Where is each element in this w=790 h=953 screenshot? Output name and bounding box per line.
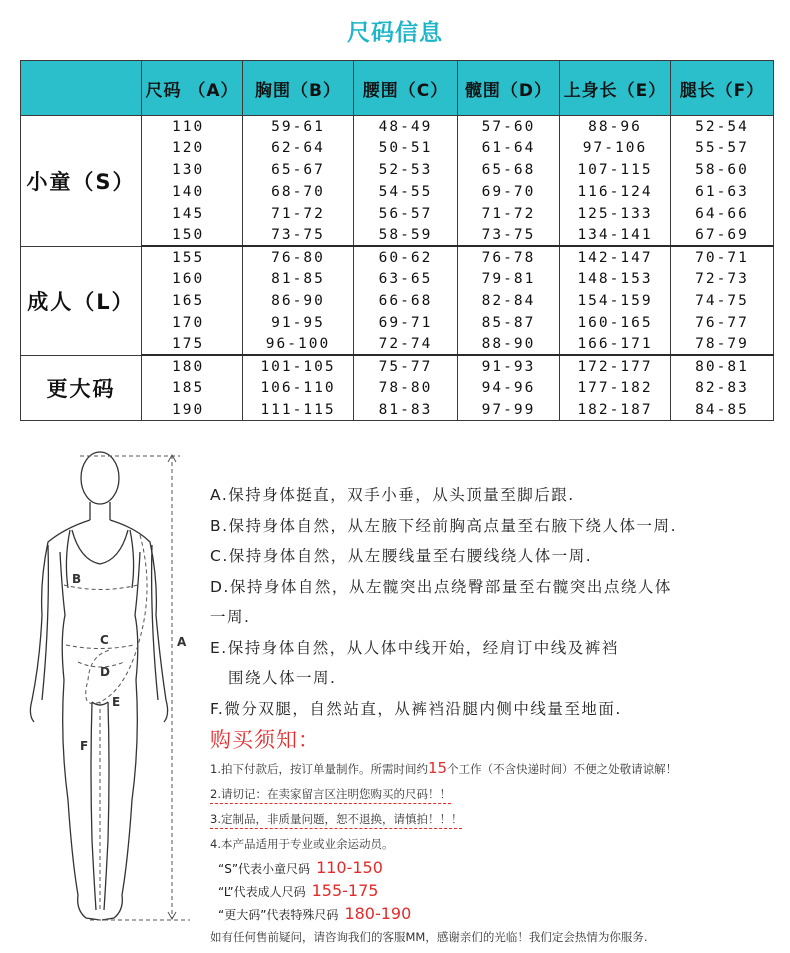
measure-cell: 82-84 [458,290,560,312]
measure-cell: 69-70 [458,181,560,203]
notice-line-3: 3.定制品，非质量问题，恕不退换，请慎拍！！！ [210,807,785,832]
purchase-notice [210,724,785,945]
measure-cell: 125-133 [560,203,671,225]
table-row [21,246,774,268]
measure-cell: 101-105 [243,355,354,377]
measure-cell: 154-159 [560,290,671,312]
measure-cell: 78-79 [671,333,774,355]
instruction-a: A.保持身体挺直，双手小垂，从头顶量至脚后跟. [210,486,575,504]
notice-days: 15 [427,759,448,777]
instruction-d: D.保持身体自然，从左髋突出点绕臀部量至右髋突出点绕人体 [210,577,672,596]
measure-cell: 65-68 [458,159,560,181]
measure-cell: 54-55 [354,181,458,203]
header-chest: 胸围（B） [243,61,354,116]
size-cell: 160 [142,268,243,290]
size-cell: 155 [142,246,243,268]
size-cell: 180 [142,355,243,377]
size-code-s: “S”代表小童尺码 110-150 [218,858,383,877]
body-outline [30,452,167,920]
measure-cell: 52-54 [671,116,774,138]
measure-cell: 94-96 [458,377,560,399]
figure-label-a: A [177,635,187,649]
measure-lines [64,455,190,920]
measure-cell: 70-71 [671,246,774,268]
measure-cell: 52-53 [354,159,458,181]
notice-line-4: 4.本产品适用于专业或业余运动员。 [210,837,394,851]
size-group-label: 成人（L） [21,246,142,355]
measure-cell: 50-51 [354,137,458,159]
measure-cell: 86-90 [243,290,354,312]
header-size: 尺码 （A） [142,61,243,116]
measure-cell: 85-87 [458,312,560,334]
measure-cell: 74-75 [671,290,774,312]
measure-cell: 78-80 [354,377,458,399]
size-table [20,60,774,421]
header-waist: 腰围（C） [354,61,458,116]
measure-cell: 76-80 [243,246,354,268]
measure-cell: 91-93 [458,355,560,377]
measure-cell: 63-65 [354,268,458,290]
measure-cell: 172-177 [560,355,671,377]
measure-cell: 73-75 [243,224,354,246]
measure-cell: 61-63 [671,181,774,203]
measure-cell: 182-187 [560,399,671,421]
measure-cell: 72-74 [354,333,458,355]
measure-cell: 67-69 [671,224,774,246]
measure-cell: 134-141 [560,224,671,246]
figure-label-b: B [72,572,82,586]
measure-cell: 71-72 [243,203,354,225]
measure-cell: 58-59 [354,224,458,246]
measurement-instructions [210,480,780,724]
measure-cell: 84-85 [671,399,774,421]
instruction-f: F.微分双腿，自然站直，从裤裆沿腿内侧中线量至地面. [210,699,622,718]
measure-cell: 73-75 [458,224,560,246]
measure-cell: 72-73 [671,268,774,290]
measure-cell: 82-83 [671,377,774,399]
instruction-d-cont: 一周. [210,608,251,626]
instruction-b: B.保持身体自然，从左腋下经前胸高点量至右腋下绕人体一周. [210,516,677,535]
measure-cell: 81-85 [243,268,354,290]
size-cell: 185 [142,377,243,399]
measure-cell: 177-182 [560,377,671,399]
measure-cell: 148-153 [560,268,671,290]
measure-cell: 81-83 [354,399,458,421]
size-cell: 140 [142,181,243,203]
instruction-e-cont: 围绕人体一周. [228,669,337,687]
measure-cell: 160-165 [560,312,671,334]
measure-cell: 97-106 [560,137,671,159]
measure-cell: 65-67 [243,159,354,181]
measure-cell: 58-60 [671,159,774,181]
size-cell: 170 [142,312,243,334]
measure-cell: 75-77 [354,355,458,377]
measure-cell: 61-64 [458,137,560,159]
body-measurement-figure [20,440,205,945]
figure-label-f: F [80,739,89,753]
size-group-label: 更大码 [21,355,142,420]
measure-cell: 107-115 [560,159,671,181]
size-cell: 150 [142,224,243,246]
measure-cell: 96-100 [243,333,354,355]
notice-line-1: 1.拍下付款后，按订单量制作。所需时间约15个工作（不含快递时间）不便之处敬请谅解！ [210,759,678,777]
figure-label-c: C [100,633,109,647]
size-cell: 120 [142,137,243,159]
measure-cell: 88-90 [458,333,560,355]
measure-cell: 97-99 [458,399,560,421]
size-cell: 110 [142,116,243,138]
measure-cell: 55-57 [671,137,774,159]
measure-cell: 91-95 [243,312,354,334]
table-header-row [21,61,774,116]
size-cell: 190 [142,399,243,421]
measure-cell: 56-57 [354,203,458,225]
figure-label-e: E [112,695,121,709]
measure-cell: 48-49 [354,116,458,138]
size-cell: 145 [142,203,243,225]
measure-cell: 59-61 [243,116,354,138]
notice-line-2: 2.请切记：在卖家留言区注明您购买的尺码！！ [210,782,785,807]
header-leg: 腿长（F） [671,61,774,116]
size-cell: 165 [142,290,243,312]
size-cell: 130 [142,159,243,181]
measure-cell: 106-110 [243,377,354,399]
measure-cell: 68-70 [243,181,354,203]
measure-cell: 71-72 [458,203,560,225]
page-title: 尺码信息 [347,20,443,46]
measure-cell: 66-68 [354,290,458,312]
measure-cell: 166-171 [560,333,671,355]
measure-cell: 76-78 [458,246,560,268]
size-code-l: “L”代表成人尺码 155-175 [218,881,379,900]
instruction-e: E.保持身体自然，从人体中线开始，经肩订中线及裤裆 [210,638,619,657]
measure-cell: 57-60 [458,116,560,138]
measure-cell: 142-147 [560,246,671,268]
header-hip: 髋围（D） [458,61,560,116]
measure-cell: 64-66 [671,203,774,225]
figure-label-d: D [100,665,110,679]
header-torso: 上身长（E） [560,61,671,116]
notice-heading: 购买须知： [210,728,320,752]
table-row [21,116,774,138]
measure-cell: 116-124 [560,181,671,203]
size-code-xl: “更大码”代表特殊尺码 180-190 [218,904,412,923]
size-group-label: 小童（S） [21,116,142,247]
notice-closing: 如有任何售前疑问，请咨询我们的客服MM，感谢亲们的光临！我们定会热情为你服务. [210,930,648,944]
measure-cell: 79-81 [458,268,560,290]
table-row [21,355,774,377]
measure-cell: 80-81 [671,355,774,377]
measure-cell: 60-62 [354,246,458,268]
size-cell: 175 [142,333,243,355]
measure-cell: 111-115 [243,399,354,421]
measure-cell: 88-96 [560,116,671,138]
measure-cell: 69-71 [354,312,458,334]
header-blank [21,61,142,116]
instruction-c: C.保持身体自然，从左腰线量至右腰线绕人体一周. [210,547,593,565]
measure-cell: 76-77 [671,312,774,334]
measure-cell: 62-64 [243,137,354,159]
